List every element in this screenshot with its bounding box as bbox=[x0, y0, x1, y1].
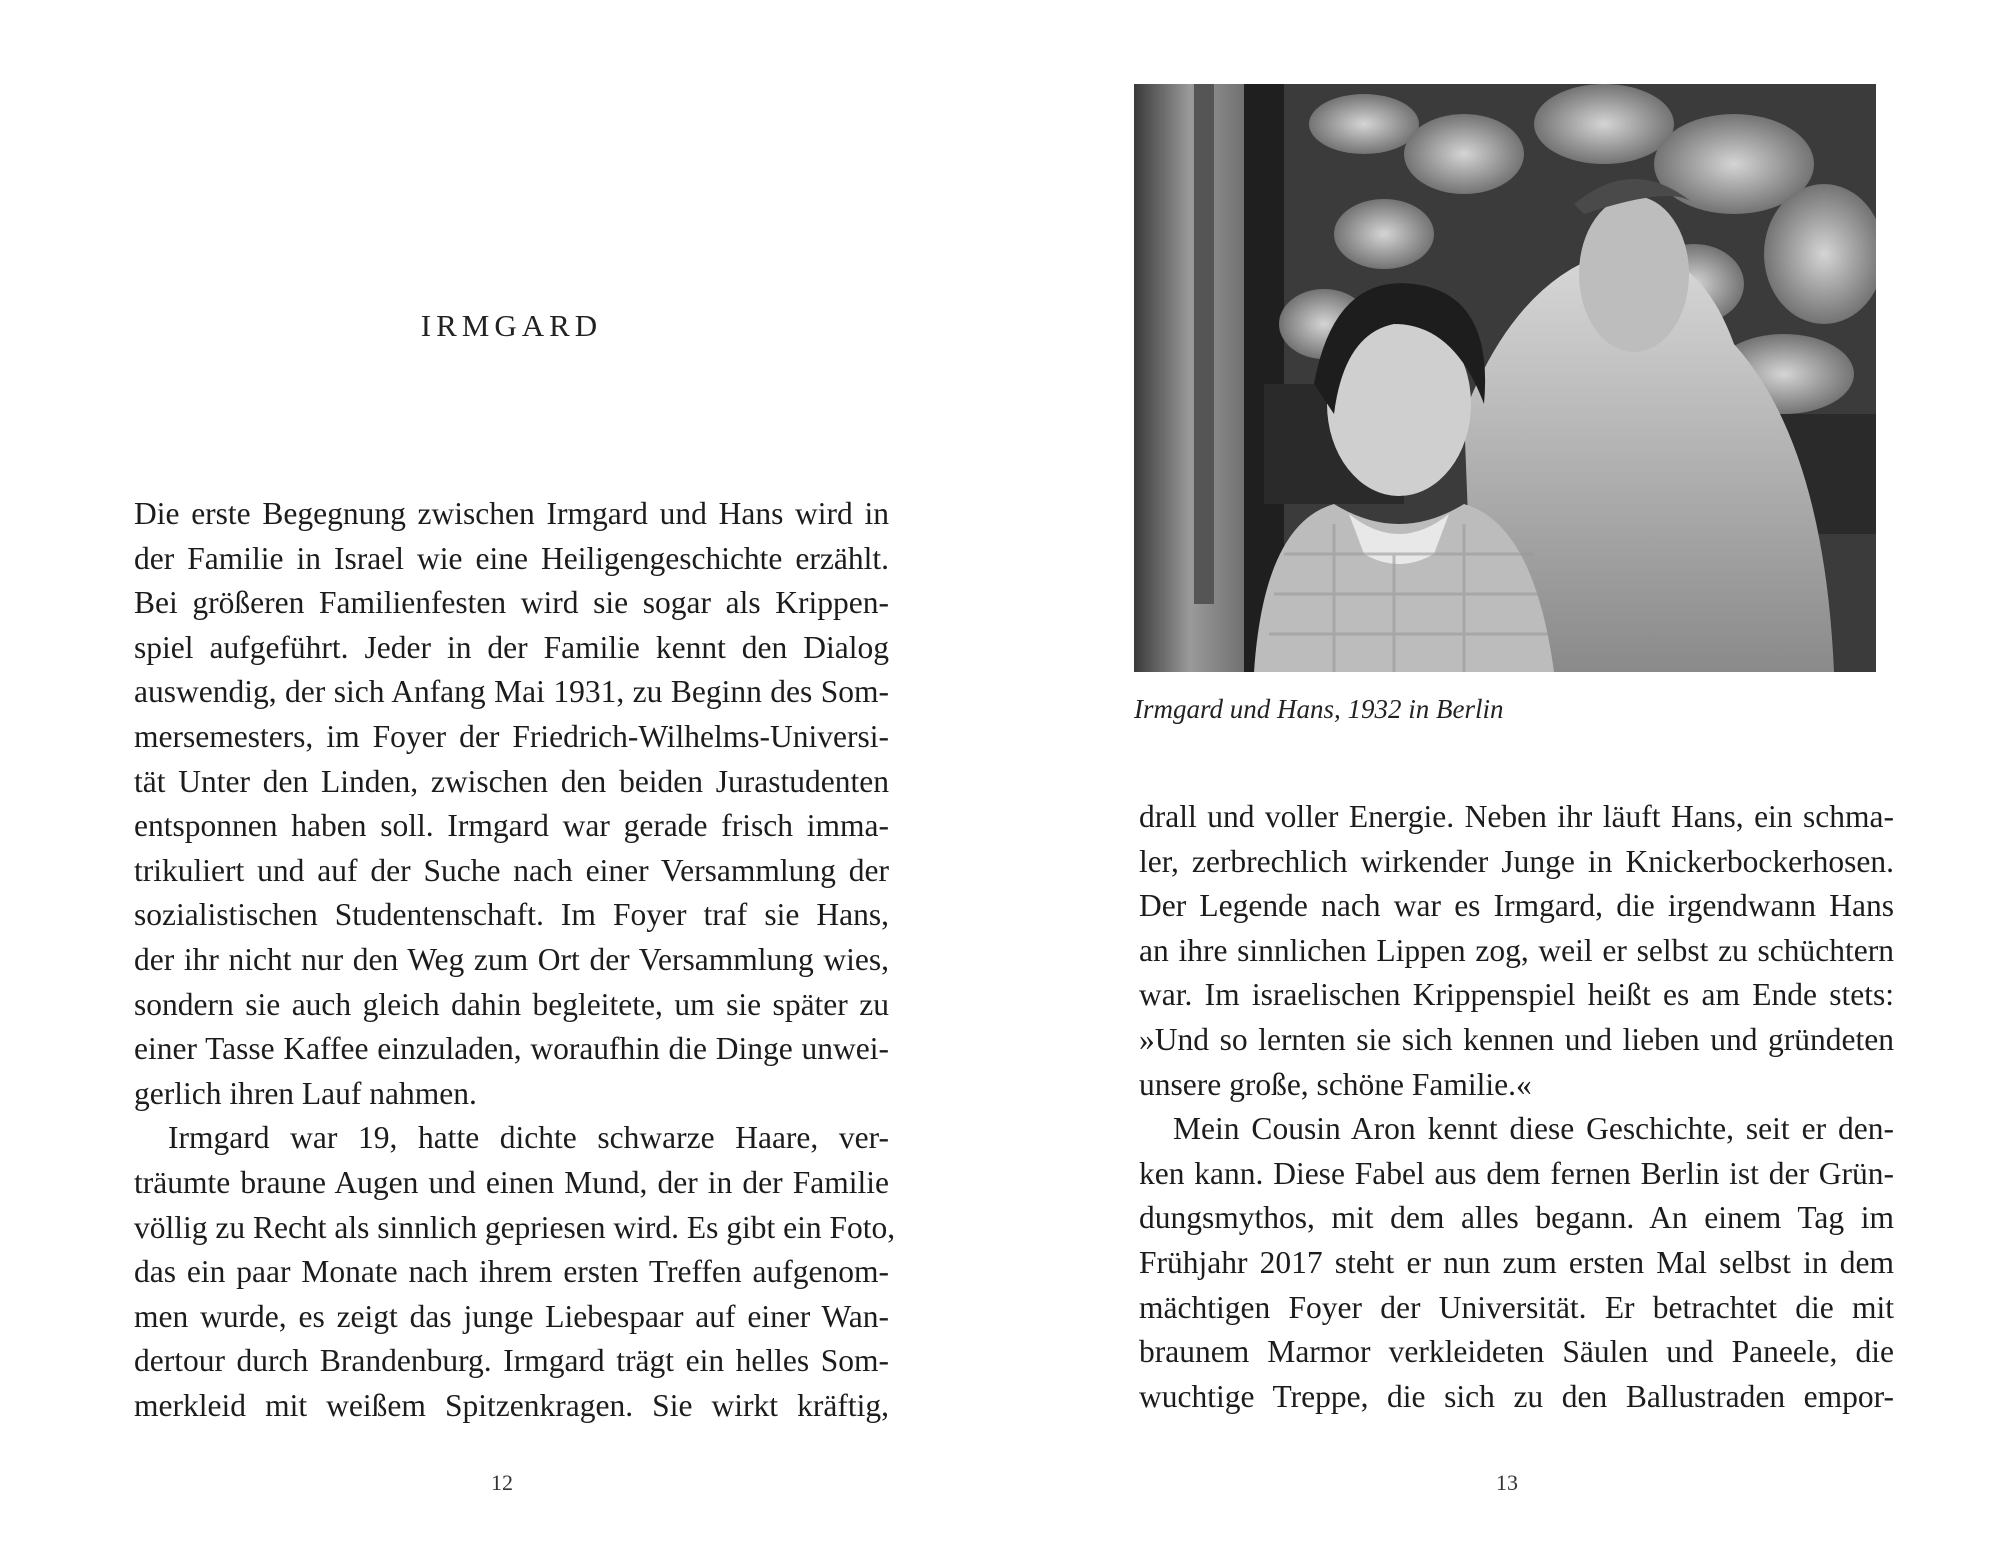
text-line: men wurde, es zeigt das junge Liebespaar auf einer Wan- bbox=[134, 1298, 889, 1334]
text-line: mächtigen Foyer der Universität. Er betrachtet die mit bbox=[1139, 1289, 1894, 1325]
text-line: »Und so lernten sie sich kennen und lieben und gründeten bbox=[1139, 1021, 1894, 1057]
text-line: merkleid mit weißem Spitzenkragen. Sie wirkt kräftig, bbox=[134, 1387, 889, 1423]
text-line: dungsmythos, mit dem alles begann. An einem Tag im bbox=[1139, 1200, 1894, 1236]
text-line: der ihr nicht nur den Weg zum Ort der Versammlung wies, bbox=[134, 941, 889, 977]
text-line: einer Tasse Kaffee einzuladen, woraufhin die Dinge unwei- bbox=[134, 1031, 889, 1067]
text-line: mersemesters, im Foyer der Friedrich-Wilhelms-Universi- bbox=[134, 718, 889, 754]
text-line: ken kann. Diese Fabel aus dem fernen Berlin ist der Grün- bbox=[1139, 1155, 1894, 1191]
text-line: Die erste Begegnung zwischen Irmgard und Hans wird in bbox=[134, 496, 889, 531]
text-line: ler, zerbrechlich wirkender Junge in Knickerbockerhosen. bbox=[1139, 843, 1894, 879]
text-line: Der Legende nach war es Irmgard, die irgendwann Hans bbox=[1139, 888, 1894, 924]
text-line: wuchtige Treppe, die sich zu den Ballustraden empor- bbox=[1139, 1378, 1894, 1414]
text-line: tät Unter den Linden, zwischen den beiden Jurastudenten bbox=[134, 763, 889, 799]
text-line: völlig zu Recht als sinnlich gepriesen wird. Es gibt ein Foto, bbox=[134, 1209, 896, 1245]
text-line: braunem Marmor verkleideten Säulen und Paneele, die bbox=[1139, 1334, 1894, 1370]
text-line: das ein paar Monate nach ihrem ersten Treffen aufgenom- bbox=[134, 1254, 889, 1290]
text-line: sozialistischen Studentenschaft. Im Foyer traf sie Hans, bbox=[134, 897, 889, 933]
text-line: der Familie in Israel wie eine Heiligengeschichte erzählt. bbox=[134, 540, 889, 576]
page-number: 13 bbox=[1496, 1470, 1518, 1495]
text-line: war. Im israelischen Krippenspiel heißt es am Ende stets: bbox=[1139, 977, 1894, 1013]
photo-image bbox=[1134, 84, 1876, 672]
photo bbox=[1134, 84, 1876, 672]
photo-caption: Irmgard und Hans, 1932 in Berlin bbox=[1134, 694, 1504, 724]
right-body-text bbox=[1139, 795, 1894, 1419]
text-line: an ihre sinnlichen Lippen zog, weil er selbst zu schüchtern bbox=[1139, 932, 1894, 968]
text-line: entsponnen haben soll. Irmgard war gerade frisch imma- bbox=[134, 808, 889, 844]
text-line: sondern sie auch gleich dahin begleitete, um sie später zu bbox=[134, 986, 889, 1022]
text-line: spiel aufgeführt. Jeder in der Familie kennt den Dialog bbox=[134, 629, 889, 665]
text-line: träumte braune Augen und einen Mund, der in der Familie bbox=[134, 1164, 889, 1200]
text-line: Irmgard war 19, hatte dichte schwarze Haare, ver- bbox=[168, 1120, 889, 1156]
text-line: dertour durch Brandenburg. Irmgard trägt ein helles Som- bbox=[134, 1343, 889, 1379]
text-line: Bei größeren Familienfesten wird sie sogar als Krippen- bbox=[134, 585, 889, 621]
text-line: gerlich ihren Lauf nahmen. bbox=[134, 1075, 477, 1111]
text-line: Frühjahr 2017 steht er nun zum ersten Mal selbst in dem bbox=[1139, 1244, 1894, 1280]
page-number: 12 bbox=[491, 1470, 513, 1495]
text-line: trikuliert und auf der Suche nach einer Versammlung der bbox=[134, 852, 889, 888]
text-line: Mein Cousin Aron kennt diese Geschichte, seit er den- bbox=[1173, 1111, 1894, 1147]
left-body-text bbox=[134, 492, 896, 1428]
text-line: auswendig, der sich Anfang Mai 1931, zu Beginn des Som- bbox=[134, 674, 889, 710]
text-line: unsere große, schöne Familie.« bbox=[1139, 1066, 1532, 1102]
chapter-title: IRMGARD bbox=[420, 308, 603, 343]
text-line: drall und voller Energie. Neben ihr läuft Hans, ein schma- bbox=[1139, 799, 1894, 834]
